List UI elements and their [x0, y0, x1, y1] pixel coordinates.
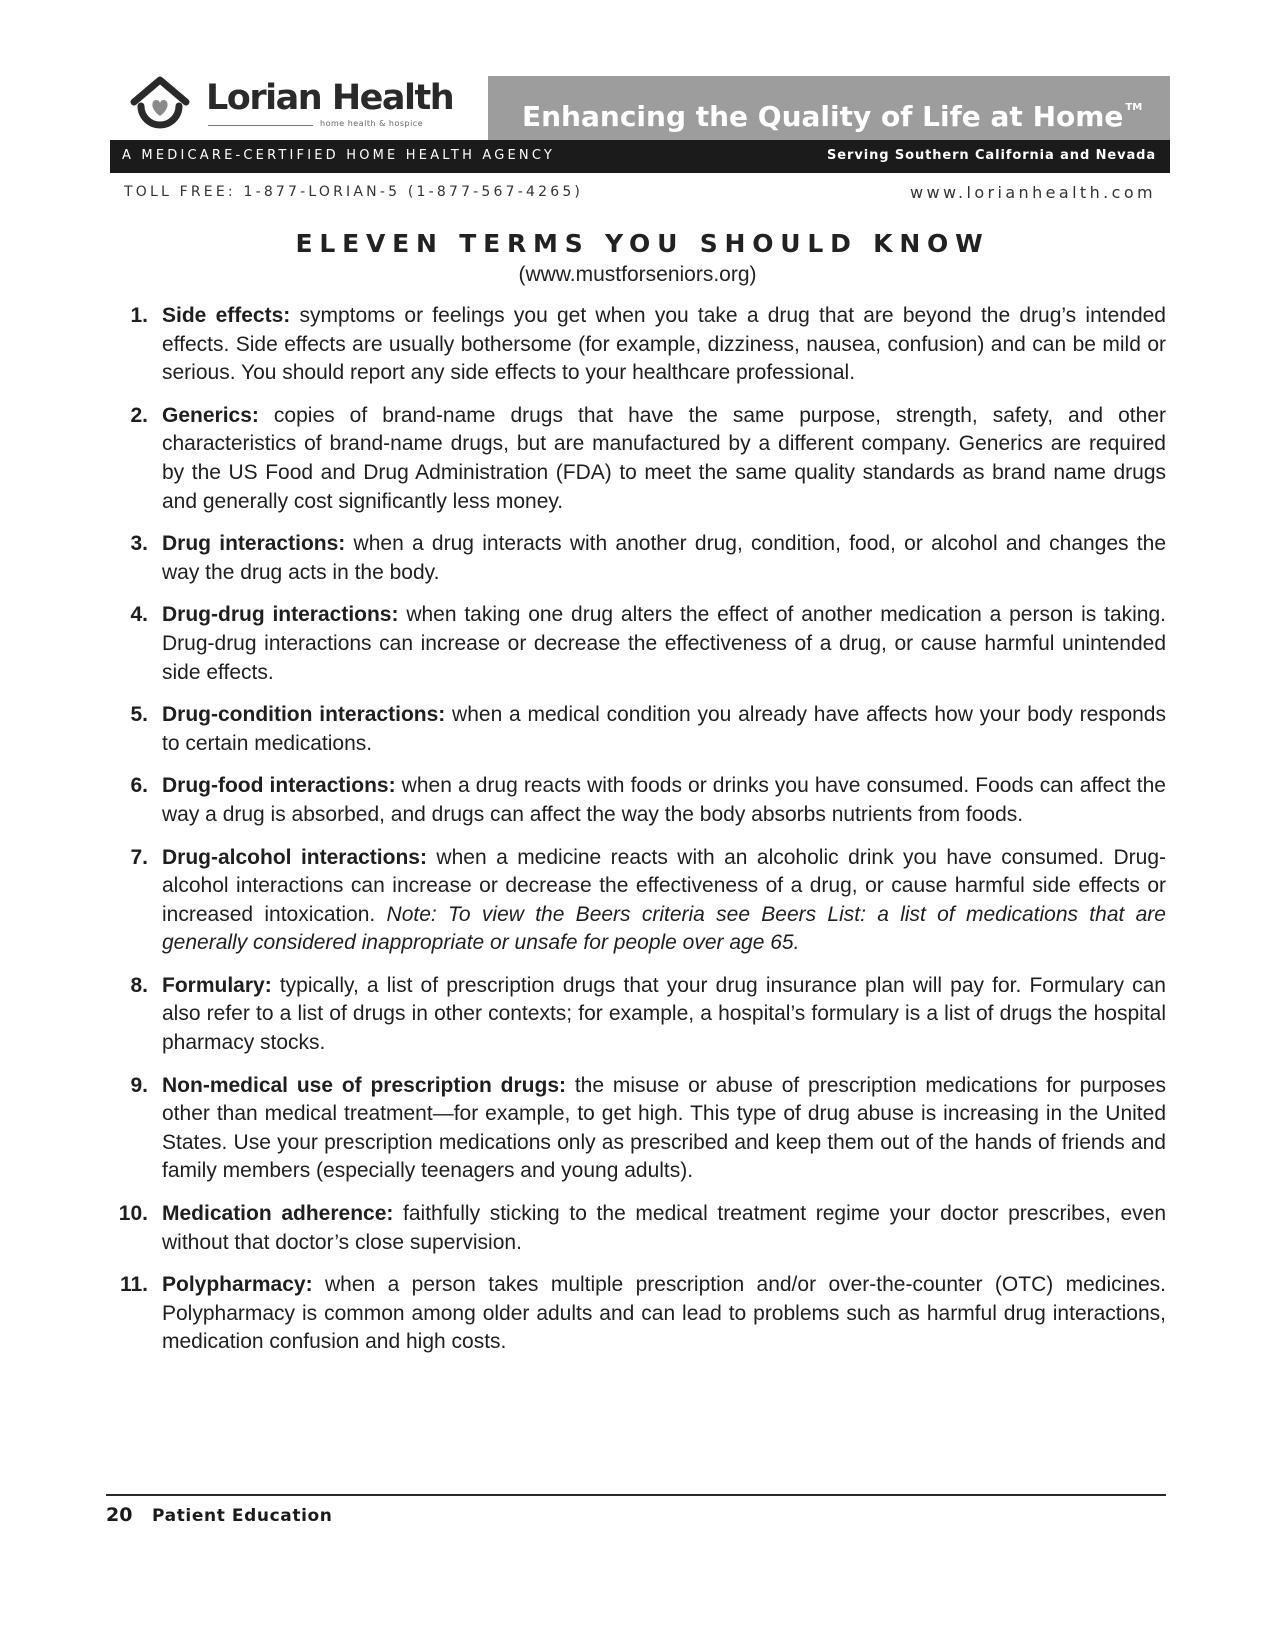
term-label: Side effects:	[162, 304, 291, 327]
term-label: Polypharmacy:	[162, 1273, 313, 1297]
agency-certification: A MEDICARE-CERTIFIED HOME HEALTH AGENCY	[122, 148, 556, 163]
term-definition: when a medicine reacts with an alcoholic drink you have consumed. Drug-alcohol interactions can increase or decrease the effectiveness of a drug, or cause harmful side effects or increased intoxication.	[162, 845, 1166, 926]
title-block	[0, 228, 1275, 290]
item-number: 10.	[118, 1202, 148, 1226]
logo-divider	[208, 125, 313, 126]
item-number: 3.	[130, 532, 148, 556]
list-item	[106, 1200, 1166, 1257]
list-item	[106, 1072, 1166, 1186]
list-item	[106, 972, 1166, 1058]
term-definition: symptoms or feelings you get when you take a drug that are beyond the drug’s intended effects. Side effects are usually bothersome (for example, dizziness, nausea, confusion) and can be mild or serious. You should report any side effects to your healthcare professional.	[162, 304, 1166, 385]
toll-free-number: TOLL FREE: 1-877-LORIAN-5 (1-877-567-4265)	[124, 184, 584, 200]
term-label: Medication adherence:	[162, 1202, 394, 1226]
list-item	[106, 1271, 1166, 1357]
item-number: 2.	[130, 403, 148, 427]
slogan-banner	[488, 76, 1170, 140]
term-label: Drug-drug interactions:	[162, 603, 399, 627]
lorian-health-logo	[128, 72, 458, 138]
list-item	[106, 302, 1166, 388]
term-definition: the misuse or abuse of prescription medications for purposes other than medical treatment—for example, to get high. This type of drug abuse is increasing in the United States. Use your prescription medications only as prescribed and keep them out of the hands of friends and family members (especially teenagers and young adults).	[162, 1073, 1166, 1183]
term-definition: typically, a list of prescription drugs that your drug insurance plan will pay for. Formulary can also refer to a list of drugs in other contexts; for example, a hospital’s formulary is a list of drugs the hospital pharmacy stocks.	[162, 973, 1166, 1055]
list-item	[106, 402, 1166, 516]
service-area: Serving Southern California and Nevada	[827, 148, 1156, 163]
term-definition: when a drug interacts with another drug, condition, food, or alcohol and changes the way the drug acts in the body.	[162, 532, 1166, 584]
term-definition: when taking one drug alters the effect of another medication a person is taking. Drug-drug interactions can increase or decrease the effectiveness of a drug, or cause harmful unintended side effects.	[162, 603, 1166, 684]
item-number: 8.	[130, 973, 148, 997]
footer-divider	[106, 1494, 1166, 1496]
term-label: Drug-alcohol interactions:	[162, 845, 427, 869]
term-definition: when a drug reacts with foods or drinks you have consumed. Foods can affect the way a drug is absorbed, and drugs can affect the way the body absorbs nutrients from foods.	[162, 774, 1166, 826]
trademark-mark: TM	[1125, 102, 1143, 113]
term-label: Drug-condition interactions:	[162, 703, 446, 727]
agency-bar	[110, 140, 1170, 173]
page-number: 20	[106, 1504, 133, 1526]
contact-line	[110, 182, 1170, 206]
page-footer	[106, 1504, 333, 1526]
item-number: 5.	[130, 703, 148, 727]
term-definition: when a medical condition you already have affects how your body responds to certain medications.	[162, 703, 1166, 755]
term-label: Generics:	[162, 403, 259, 427]
logo-tagline: home health & hospice	[320, 119, 424, 128]
page-title: ELEVEN TERMS YOU SHOULD KNOW	[295, 229, 990, 258]
list-item	[106, 530, 1166, 587]
website-link[interactable]: www.lorianhealth.com	[910, 183, 1156, 202]
term-definition: faithfully sticking to the medical treatment regime your doctor prescribes, even without that doctor’s close supervision.	[162, 1202, 1166, 1254]
footer-section-title: Patient Education	[152, 1506, 333, 1526]
term-label: Non-medical use of prescription drugs:	[162, 1073, 566, 1097]
term-definition: copies of brand-name drugs that have the same purpose, strength, safety, and other characteristics of brand-name drugs, but are manufactured by a different company. Generics are required by the US Food and Drug Administration (FDA) to meet the same quality standards as brand name drugs and generally cost significantly less money.	[162, 403, 1166, 513]
list-item	[106, 844, 1166, 958]
logo-wordmark: Lorian Health	[206, 78, 454, 118]
term-definition: when a person takes multiple prescription and/or over-the-counter (OTC) medicines. Polypharmacy is common among older adults and can lead to problems such as harmful drug interactions, medication confusion and high costs.	[162, 1273, 1167, 1354]
item-number: 4.	[130, 603, 148, 627]
list-item	[106, 701, 1166, 758]
item-number: 6.	[130, 774, 148, 798]
list-item	[106, 772, 1166, 829]
house-heart-icon	[128, 72, 192, 136]
item-number: 11.	[119, 1273, 148, 1297]
list-item	[106, 601, 1166, 687]
item-number: 9.	[130, 1073, 148, 1097]
term-label: Drug interactions:	[162, 532, 346, 556]
term-label: Drug-food interactions:	[162, 774, 396, 798]
slogan-text: Enhancing the Quality of Life at Home	[522, 100, 1124, 133]
item-number: 7.	[130, 845, 148, 869]
term-note: Note: To view the Beers criteria see Beers List: a list of medications that are generally considered inappropriate or unsafe for people over age 65.	[162, 902, 1166, 955]
item-number: 1.	[130, 304, 148, 327]
terms-list	[106, 302, 1166, 1371]
term-label: Formulary:	[162, 973, 272, 997]
source-url: (www.mustforseniors.org)	[518, 263, 757, 286]
